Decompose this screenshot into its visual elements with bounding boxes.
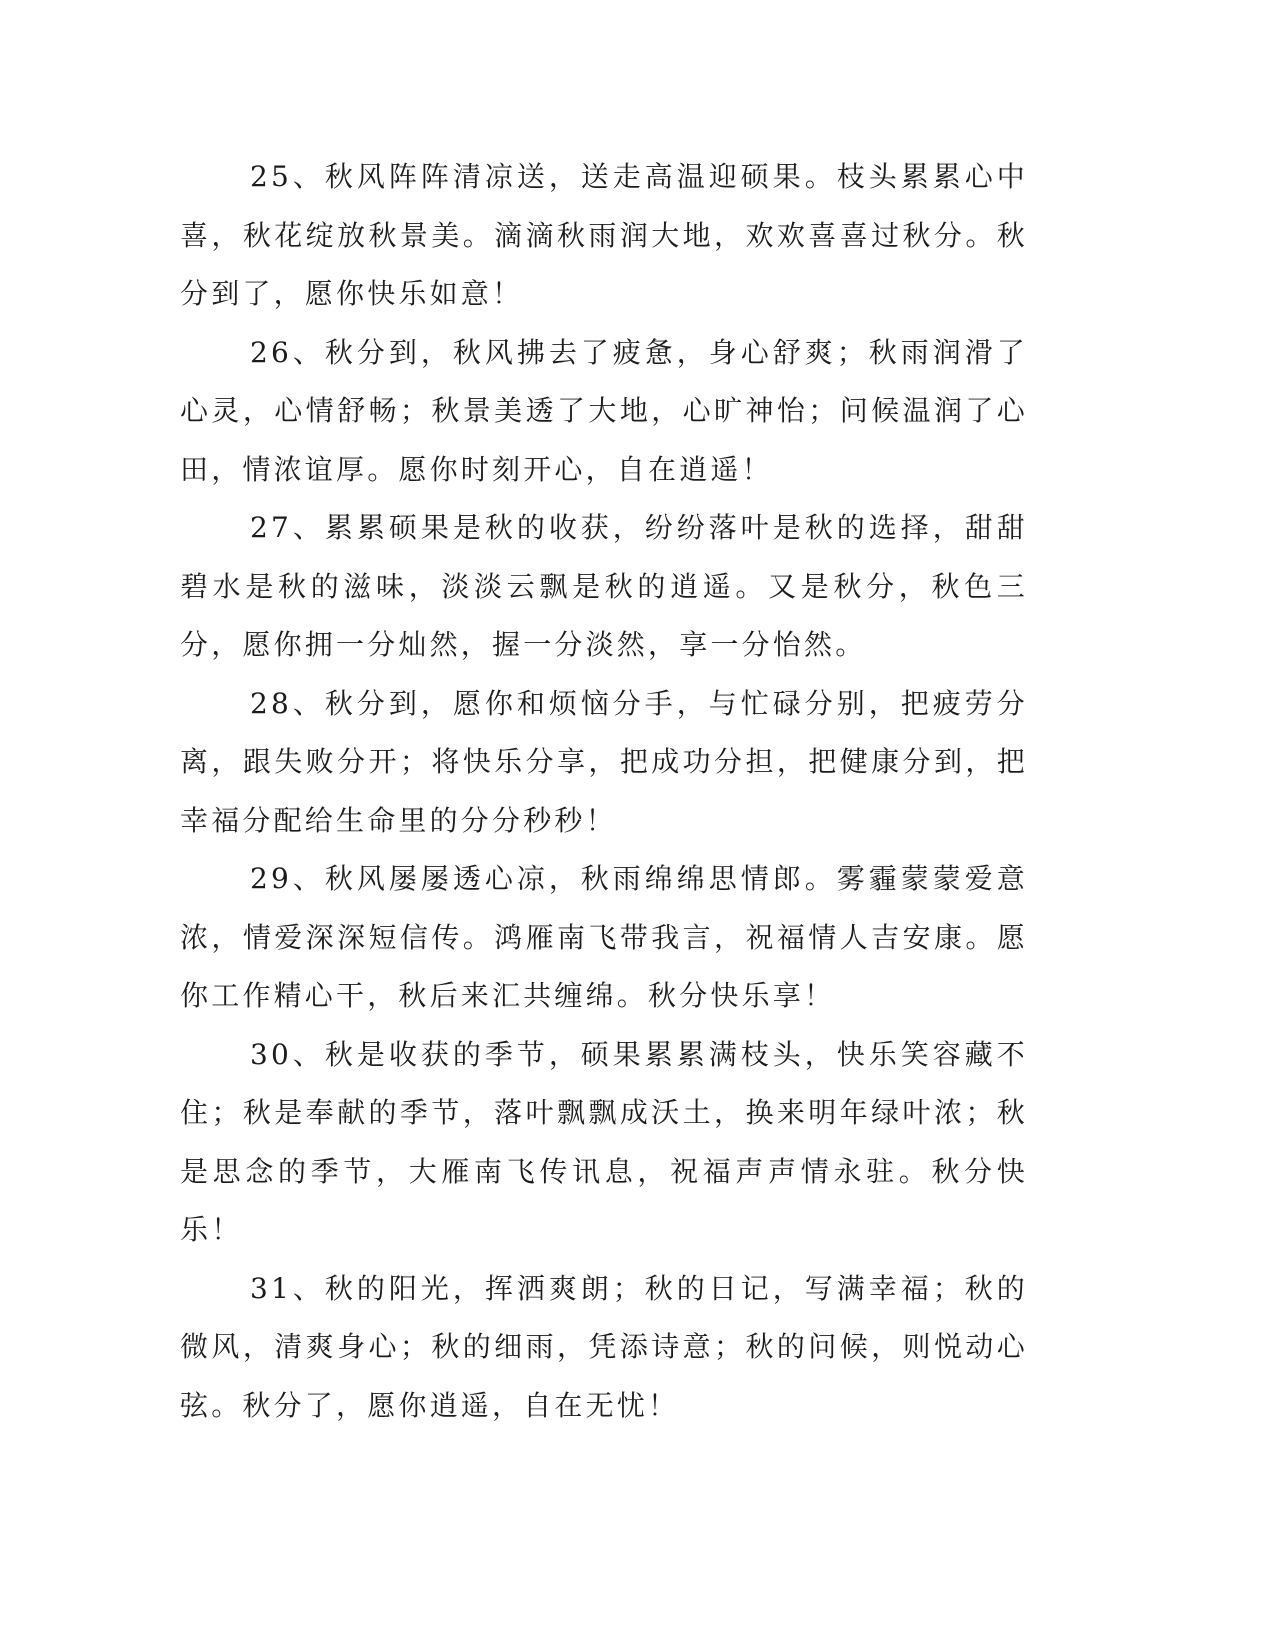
paragraph-28: 28、秋分到，愿你和烦恼分手，与忙碌分别，把疲劳分离，跟失败分开；将快乐分享，把成功分担，把健康分到，把幸福分配给生命里的分分秒秒！ [180,686,1028,837]
document-body [180,148,1028,1435]
paragraph-31: 31、秋的阳光，挥洒爽朗；秋的日记，写满幸福；秋的微风，清爽身心；秋的细雨，凭添诗意；秋的问候，则悦动心弦。秋分了，愿你逍遥，自在无忧！ [180,1271,1028,1422]
paragraph-25: 25、秋风阵阵清凉送，送走高温迎硕果。枝头累累心中喜，秋花绽放秋景美。滴滴秋雨润大地，欢欢喜喜过秋分。秋分到了，愿你快乐如意！ [180,160,1028,310]
paragraph-29: 29、秋风屡屡透心凉，秋雨绵绵思情郎。雾霾蒙蒙爱意浓，情爱深深短信传。鸿雁南飞带我言，祝福情人吉安康。愿你工作精心干，秋后来汇共缠绵。秋分快乐享！ [180,862,1028,1012]
paragraph-30: 30、秋是收获的季节，硕果累累满枝头，快乐笑容藏不住；秋是奉献的季节，落叶飘飘成沃土，换来明年绿叶浓；秋是思念的季节，大雁南飞传讯息，祝福声声情永驻。秋分快乐！ [180,1037,1028,1246]
paragraph-27: 27、累累硕果是秋的收获，纷纷落叶是秋的选择，甜甜碧水是秋的滋味，淡淡云飘是秋的逍遥。又是秋分，秋色三分，愿你拥一分灿然，握一分淡然，享一分怡然。 [180,511,1028,661]
paragraph-26: 26、秋分到，秋风拂去了疲惫，身心舒爽；秋雨润滑了心灵，心情舒畅；秋景美透了大地，心旷神怡；问候温润了心田，情浓谊厚。愿你时刻开心，自在逍遥！ [180,335,1028,486]
